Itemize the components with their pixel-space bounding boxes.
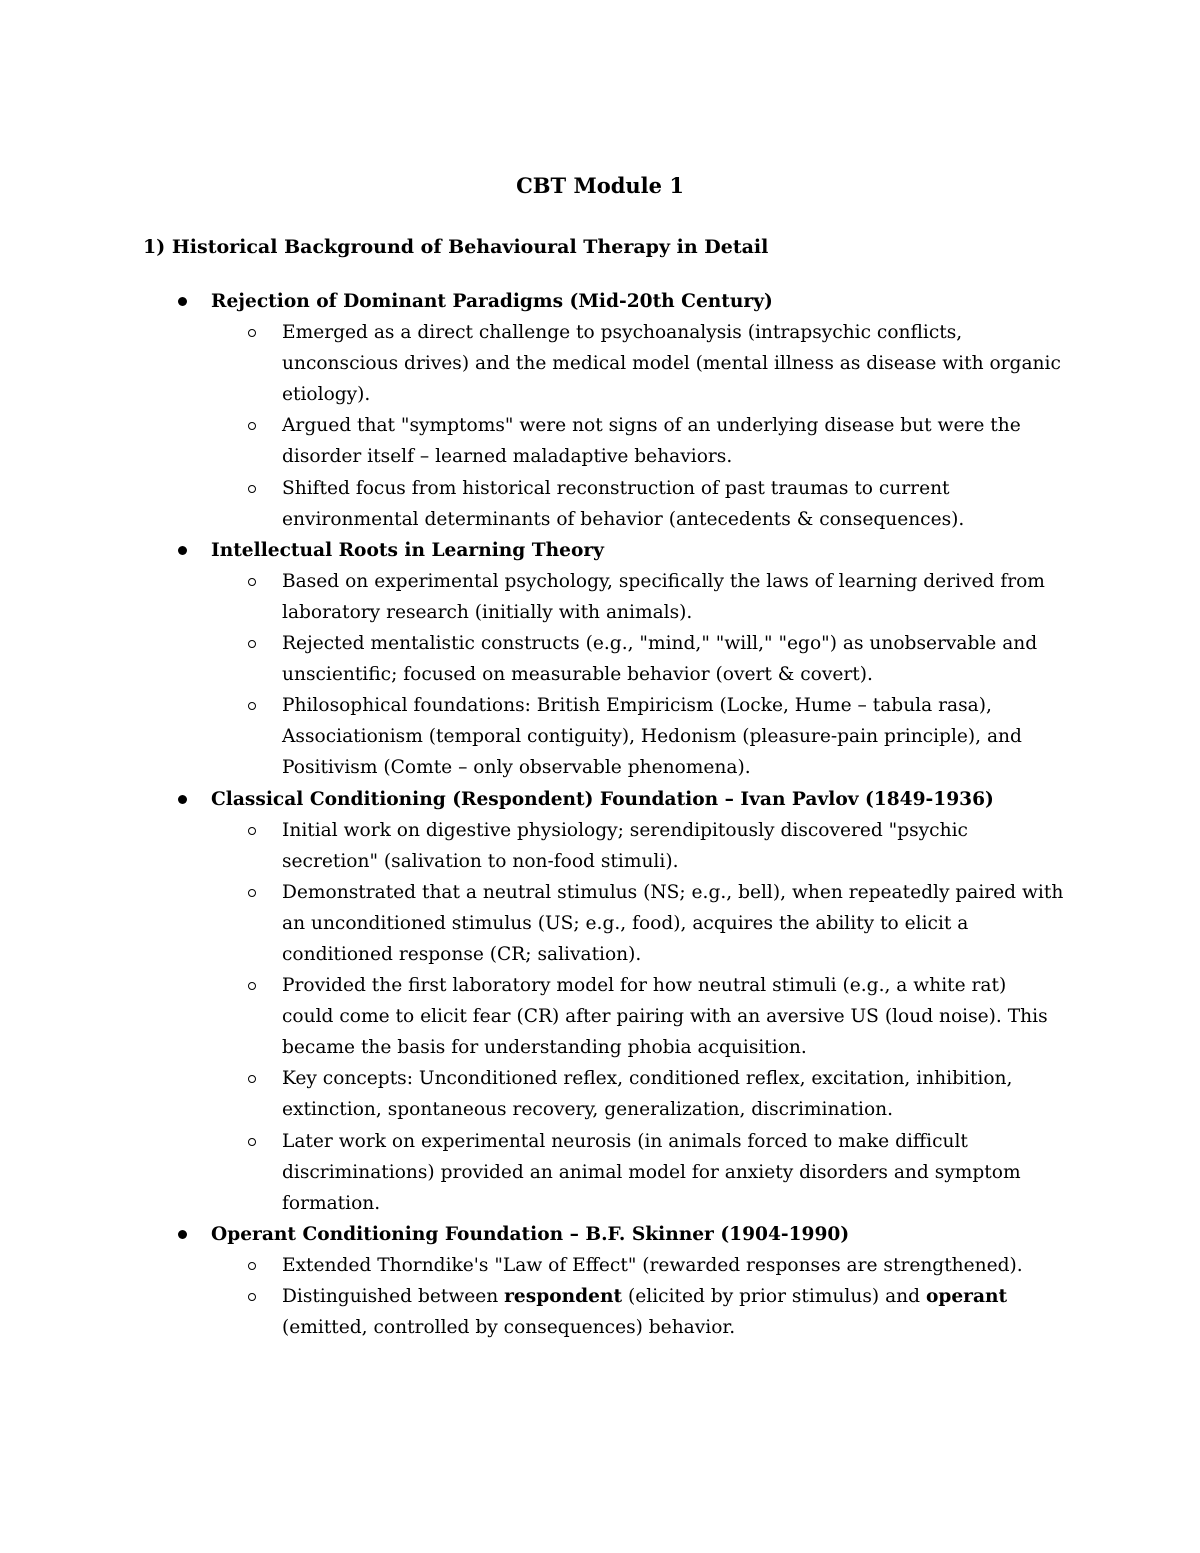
hollow-bullet-icon — [248, 640, 256, 648]
sub-point — [0, 877, 1062, 970]
hollow-bullet-icon — [248, 982, 256, 990]
sub-point-line: Key concepts: Unconditioned reflex, conditioned reflex, excitation, inhibition, — [282, 1068, 1013, 1090]
hollow-bullet-icon — [248, 889, 256, 897]
hollow-bullet-icon — [248, 1075, 256, 1083]
filled-bullet-icon — [178, 1230, 187, 1239]
sub-point-line: formation. — [282, 1192, 381, 1214]
filled-bullet-icon — [178, 546, 187, 555]
bold-term: operant — [925, 1286, 1008, 1307]
sub-point-line: Argued that "symptoms" were not signs of an underlying disease but were the — [282, 415, 1021, 437]
topic-bullet-item — [0, 784, 1071, 815]
filled-bullet-icon — [178, 297, 187, 306]
hollow-bullet-icon — [248, 827, 256, 835]
hollow-bullet-icon — [248, 1262, 256, 1270]
sub-point — [0, 566, 1062, 628]
sub-point — [0, 1063, 1062, 1125]
sub-point-line: became the basis for understanding phobia acquisition. — [282, 1037, 807, 1059]
sub-point-line: Associationism (temporal contiguity), Hedonism (pleasure-pain principle), and — [282, 726, 1022, 748]
bold-term: respondent — [504, 1286, 623, 1307]
sub-point-line: conditioned response (CR; salivation). — [282, 943, 642, 965]
sub-point-line: Initial work on digestive physiology; serendipitously discovered "psychic — [282, 819, 968, 841]
sub-point — [0, 970, 1062, 1063]
sub-point-line: Rejected mentalistic constructs (e.g., "mind," "will," "ego") as unobservable and — [282, 633, 1038, 655]
sub-point-line: environmental determinants of behavior (antecedents & consequences). — [282, 508, 965, 530]
sub-point — [0, 628, 1062, 690]
topic-heading: Operant Conditioning Foundation – B.F. Skinner (1904-1990) — [211, 1223, 850, 1245]
sub-point-line: laboratory research (initially with animals). — [282, 601, 693, 623]
sub-point — [0, 1281, 1062, 1343]
sub-point — [0, 815, 1062, 877]
page-title: CBT Module 1 — [516, 173, 684, 198]
hollow-bullet-icon — [248, 329, 256, 337]
hollow-bullet-icon — [248, 578, 256, 586]
sub-point-line: an unconditioned stimulus (US; e.g., food), acquires the ability to elicit a — [282, 912, 969, 934]
sub-point — [0, 1250, 1062, 1281]
sub-point — [0, 1126, 1062, 1219]
hollow-bullet-icon — [248, 485, 256, 493]
sub-point-line: extinction, spontaneous recovery, generalization, discrimination. — [282, 1099, 894, 1121]
sub-point — [0, 317, 1062, 410]
sub-point-text: Distinguished between — [282, 1286, 505, 1307]
topic-bullet-item — [0, 1219, 1071, 1250]
sub-point-line: Shifted focus from historical reconstruction of past traumas to current — [282, 477, 950, 499]
sub-point-line: Later work on experimental neurosis (in animals forced to make difficult — [282, 1130, 968, 1152]
sub-point — [0, 410, 1062, 472]
sub-point-line: Demonstrated that a neutral stimulus (NS; e.g., bell), when repeatedly paired with — [282, 881, 1064, 903]
topic-heading: Classical Conditioning (Respondent) Foundation – Ivan Pavlov (1849-1936) — [211, 788, 994, 810]
hollow-bullet-icon — [248, 422, 256, 430]
topic-bullet-item — [0, 535, 1071, 566]
sub-point-line: discriminations) provided an animal model for anxiety disorders and symptom — [282, 1161, 1021, 1183]
sub-point-text: (elicited by prior stimulus) and — [622, 1286, 926, 1307]
sub-point-line: etiology). — [282, 384, 371, 406]
hollow-bullet-icon — [248, 1138, 256, 1146]
sub-point — [0, 473, 1062, 535]
sub-point-line: unscientific; focused on measurable behavior (overt & covert). — [282, 664, 873, 686]
topic-heading: Intellectual Roots in Learning Theory — [211, 539, 604, 561]
sub-point-line: disorder itself – learned maladaptive behaviors. — [282, 446, 733, 468]
sub-point-line: (emitted, controlled by consequences) behavior. — [282, 1317, 736, 1339]
filled-bullet-icon — [178, 795, 187, 804]
sub-point-line — [282, 1281, 1062, 1312]
outline-list — [0, 286, 1200, 1343]
sub-point-line: secretion" (salivation to non-food stimuli). — [282, 850, 679, 872]
sub-point-line: Extended Thorndike's "Law of Effect" (rewarded responses are strengthened). — [282, 1254, 1023, 1276]
topic-heading: Rejection of Dominant Paradigms (Mid-20th Century) — [211, 291, 773, 312]
hollow-bullet-icon — [248, 1293, 256, 1301]
sub-point — [0, 690, 1062, 783]
sub-point-line: Emerged as a direct challenge to psychoanalysis (intrapsychic conflicts, — [282, 322, 963, 344]
sub-point-line: Philosophical foundations: British Empiricism (Locke, Hume – tabula rasa), — [282, 695, 992, 717]
hollow-bullet-icon — [248, 702, 256, 710]
sub-point-line: Based on experimental psychology, specifically the laws of learning derived from — [282, 570, 1045, 592]
topic-bullet-item — [0, 286, 1071, 317]
sub-point-line: Positivism (Comte – only observable phenomena). — [282, 757, 751, 779]
sub-point-line: unconscious drives) and the medical model (mental illness as disease with organic — [282, 353, 1061, 375]
sub-point-line: Provided the first laboratory model for how neutral stimuli (e.g., a white rat) — [282, 975, 1007, 997]
sub-point-line: could come to elicit fear (CR) after pairing with an aversive US (loud noise). This — [282, 1006, 1048, 1028]
section-heading: 1) Historical Background of Behavioural Therapy in Detail — [143, 236, 769, 258]
